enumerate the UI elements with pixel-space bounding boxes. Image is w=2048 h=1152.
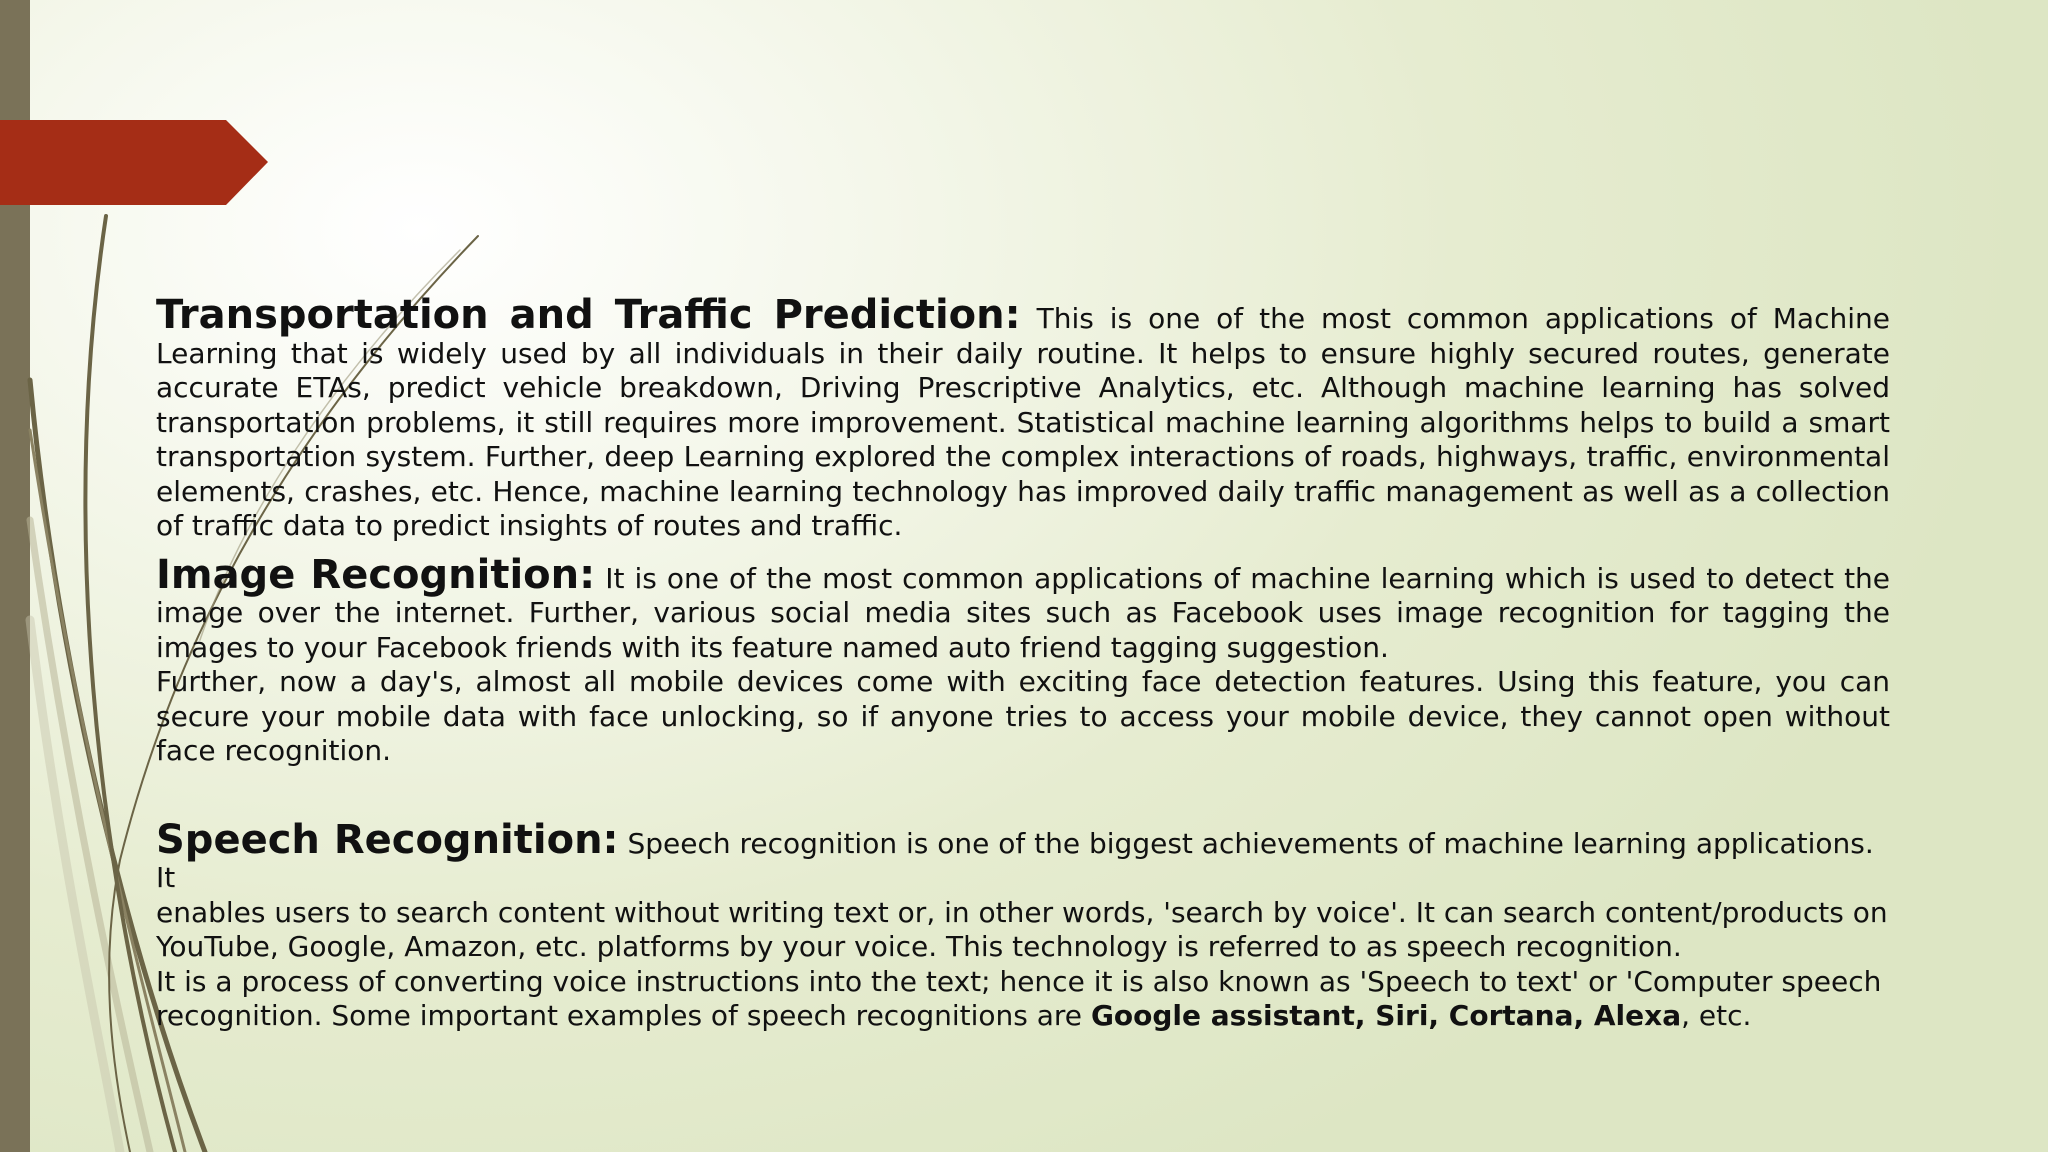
speech-recognition-paragraph xyxy=(156,816,1890,1034)
speech-recognition-line-1: Speech recognition is one of the biggest achievements of machine learning applications. It xyxy=(156,826,1874,894)
title-tab-marker xyxy=(0,120,268,205)
slide-content xyxy=(156,292,1891,1034)
image-recognition-body: It is one of the most common applications of machine learning which is used to detect the image over the internet. Further, various social media sites such as Facebook uses image recognition for tagging the images to your Facebook friends with its feature named auto friend tagging suggestion. xyxy=(156,561,1891,664)
speech-recognition-line-4: It is a process of converting voice instructions into the text; hence it is also known as 'Speech to text' or 'Computer speech xyxy=(156,964,1882,998)
speech-recognition-line-2: enables users to search content without writing text or, in other words, 'search by voice'. It can search content/products on xyxy=(156,895,1888,929)
speech-recognition-line-5-suffix: , etc. xyxy=(1681,999,1752,1032)
transportation-heading: Transportation and Traffic Prediction: xyxy=(156,292,1021,338)
transportation-paragraph xyxy=(156,292,1890,544)
image-recognition-paragraph xyxy=(156,551,1891,769)
speech-recognition-line-5-prefix: recognition. Some important examples of speech recognitions are xyxy=(156,999,1091,1032)
assistant-examples: Google assistant, Siri, Cortana, Alexa xyxy=(1090,999,1682,1032)
speech-recognition-line-3: YouTube, Google, Amazon, etc. platforms by your voice. This technology is referred to as speech recognition. xyxy=(156,930,1682,963)
transportation-body: This is one of the most common applications of Machine Learning that is widely used by all individuals in their daily routine. It helps to ensure highly secured routes, generate accurate ETAs, predict vehicle breakdown, Driving Prescriptive Analytics, etc. Although machine learning has solved transportation problems, it still requires more improvement. Statistical machine learning algorithms helps to build a smart transportation system. Further, deep Learning explored the complex interactions of roads, highways, traffic, environmental elements, crashes, etc. Hence, machine learning technology has improved daily traffic management as well as a collection of traffic data to predict insights of routes and traffic. xyxy=(156,302,1890,542)
image-recognition-heading: Image Recognition: xyxy=(156,551,596,598)
speech-recognition-heading: Speech Recognition: xyxy=(156,816,619,863)
speech-recognition-line-5 xyxy=(156,999,1890,1034)
image-recognition-body-2: Further, now a day's, almost all mobile devices come with exciting face detection features. Using this feature, you can secure your mobile data with face unlocking, so if anyone tries to access your mobile device, they cannot open without face recognition. xyxy=(156,665,1890,767)
